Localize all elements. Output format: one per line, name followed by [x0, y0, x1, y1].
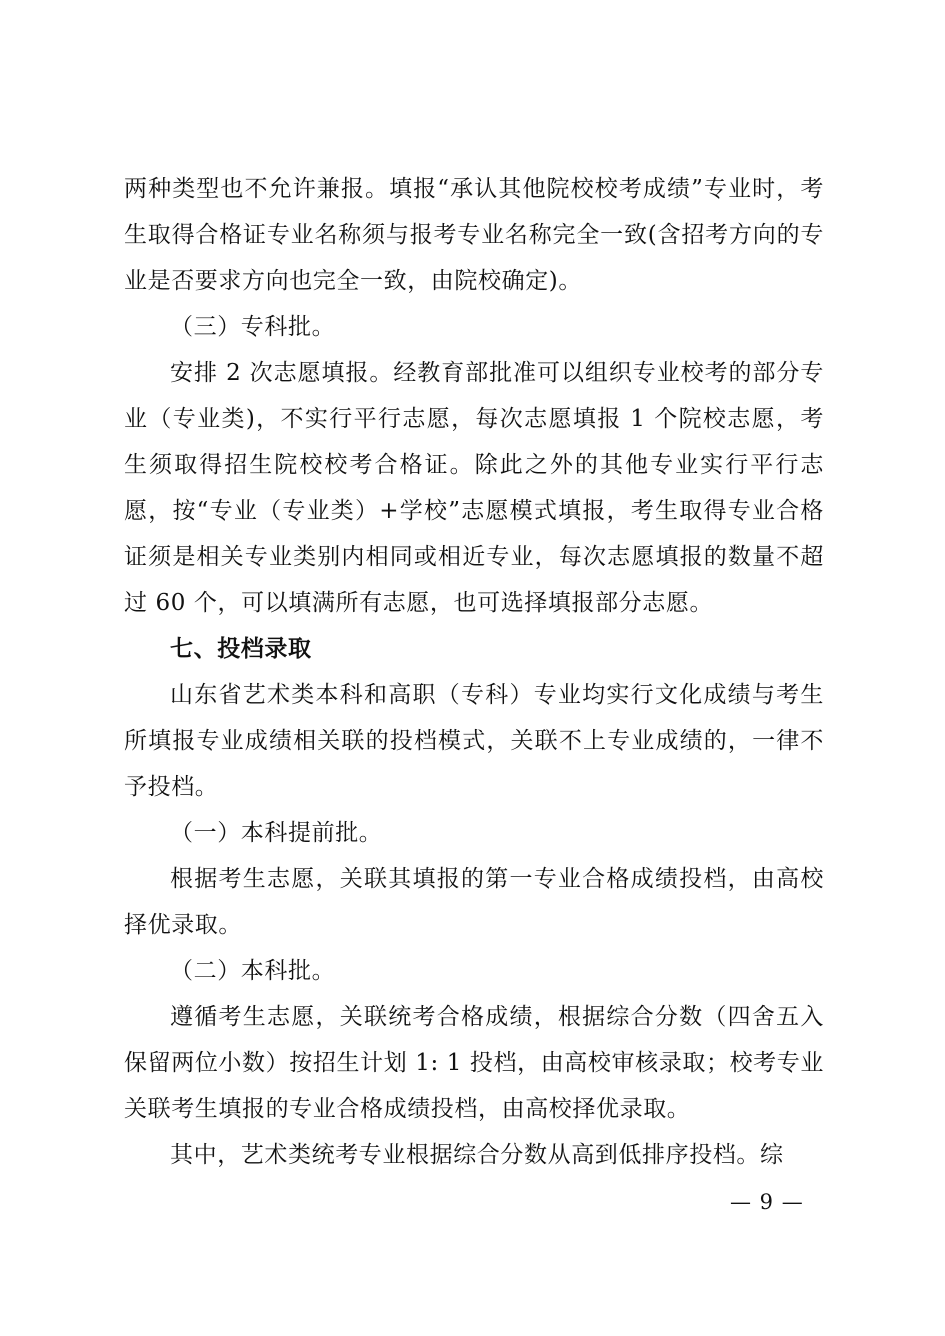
paragraph-ranking-rules: 其中，艺术类统考专业根据综合分数从高到低排序投档。综	[170, 1142, 784, 1168]
paragraph-undergrad-batch-rules: 遵循考生志愿，关联统考合格成绩，根据综合分数（四舍五入保留两位小数）按招生计划 1: 1 投档，由高校审核录取；校考专业关联考生填报的专业合格成绩投档，由高校择优录取。	[124, 1004, 824, 1122]
paragraph-admission-mode: 山东省艺术类本科和高职（专科）专业均实行文化成绩与考生所填报专业成绩相关联的投档模式，关联不上专业成绩的，一律不予投档。	[124, 682, 824, 800]
subheading-junior-college-batch: （三）专科批。	[170, 314, 336, 340]
paragraph-early-batch-rules: 根据考生志愿，关联其填报的第一专业合格成绩投档，由高校择优录取。	[124, 866, 824, 938]
page-number: — 9 —	[730, 1190, 804, 1214]
subheading-undergrad-early-batch: （一）本科提前批。	[170, 820, 383, 846]
paragraph-continued: 两种类型也不允许兼报。填报“承认其他院校校考成绩”专业时，考生取得合格证专业名称须与报考专业名称完全一致(含招考方向的专业是否要求方向也完全一致，由院校确定)。	[124, 176, 824, 294]
paragraph-junior-college-rules: 安排 2 次志愿填报。经教育部批准可以组织专业校考的部分专业（专业类)，不实行平行志愿，每次志愿填报 1 个院校志愿，考生须取得招生院校校考合格证。除此之外的其他专业实行平行志愿，按“专业（专业类）+学校”志愿模式填报，考生取得专业合格证须是相关专业类别内相同或相近专业，每次志愿填报的数量不超过 60 个，可以填满所有志愿，也可选择填报部分志愿。	[124, 360, 824, 616]
subheading-undergrad-batch: （二）本科批。	[170, 958, 336, 984]
page-content	[124, 166, 824, 1178]
section-heading-admission: 七、投档录取	[170, 636, 312, 662]
